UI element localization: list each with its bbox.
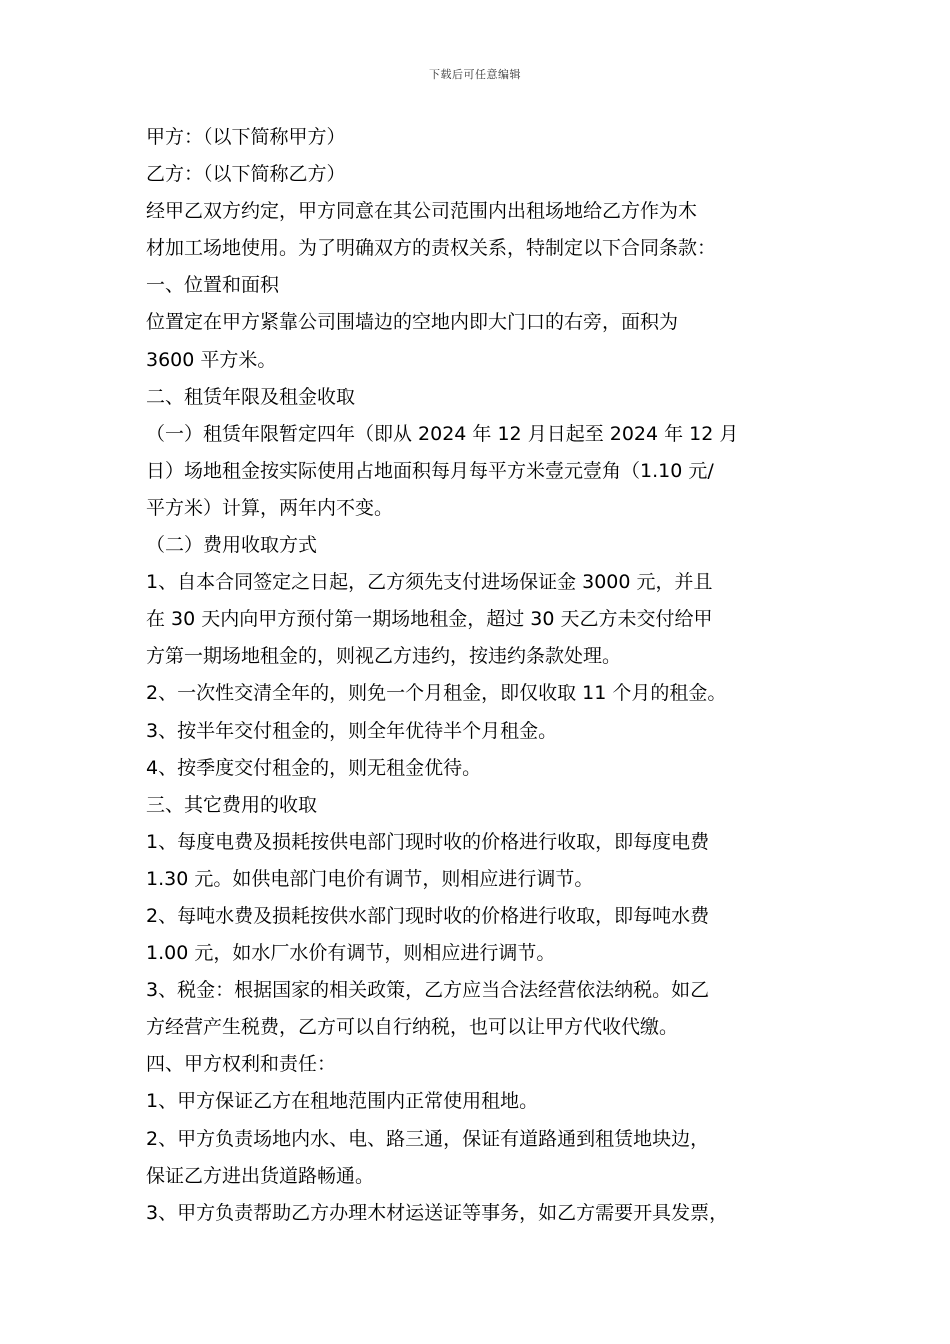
text-line: 2、甲方负责场地内水、电、路三通，保证有道路通到租赁地块边， <box>146 1127 710 1150</box>
text-line: 1.30 元。如供电部门电价有调节，则相应进行调节。 <box>146 867 594 890</box>
text-line: 方第一期场地租金的，则视乙方违约，按违约条款处理。 <box>146 645 622 668</box>
text-line: 经甲乙双方约定，甲方同意在其公司范围内出租场地给乙方作为木 <box>146 200 698 223</box>
contract-body <box>146 119 826 1232</box>
text-line: 材加工场地使用。为了明确双方的责权关系，特制定以下合同条款： <box>146 237 717 260</box>
section-heading: 二、租赁年限及租金收取 <box>146 385 356 408</box>
text-line: （一）租赁年限暂定四年（即从 2024 年 12 月日起至 2024 年 12 月 <box>146 422 739 445</box>
text-line: 3600 平方米。 <box>146 348 277 371</box>
text-line: 3、按半年交付租金的，则全年优待半个月租金。 <box>146 719 558 742</box>
text-line: 乙方：（以下简称乙方） <box>146 163 346 186</box>
text-line: 3、税金：根据国家的相关政策，乙方应当合法经营依法纳税。如乙 <box>146 979 710 1002</box>
text-line: 日）场地租金按实际使用占地面积每月每平方米壹元壹角（1.10 元/ <box>146 459 714 482</box>
text-line: 1、自本合同签定之日起，乙方须先支付进场保证金 3000 元，并且 <box>146 571 713 594</box>
text-line: 4、按季度交付租金的，则无租金优待。 <box>146 756 482 779</box>
section-heading: 四、甲方权利和责任： <box>146 1053 337 1076</box>
text-line: 在 30 天内向甲方预付第一期场地租金，超过 30 天乙方未交付给甲 <box>146 608 713 631</box>
text-line: 保证乙方进出货道路畅通。 <box>146 1164 375 1187</box>
text-line: 3、甲方负责帮助乙方办理木材运送证等事务，如乙方需要开具发票， <box>146 1201 729 1224</box>
page-header: 下载后可任意编辑 <box>429 68 521 81</box>
text-line: 位置定在甲方紧靠公司围墙边的空地内即大门口的右旁，面积为 <box>146 311 679 334</box>
subsection-heading: （二）费用收取方式 <box>146 534 318 557</box>
text-line: 方经营产生税费，乙方可以自行纳税，也可以让甲方代收代缴。 <box>146 1016 679 1039</box>
text-line: 2、一次性交清全年的，则免一个月租金，即仅收取 11 个月的租金。 <box>146 682 727 705</box>
text-line: 2、每吨水费及损耗按供水部门现时收的价格进行收取，即每吨水费 <box>146 904 710 927</box>
section-heading: 三、其它费用的收取 <box>146 793 318 816</box>
text-line: 1.00 元，如水厂水价有调节，则相应进行调节。 <box>146 942 556 965</box>
text-line: 甲方：（以下简称甲方） <box>146 126 346 148</box>
text-line: 1、每度电费及损耗按供电部门现时收的价格进行收取，即每度电费 <box>146 830 710 853</box>
text-line: 1、甲方保证乙方在租地范围内正常使用租地。 <box>146 1090 539 1113</box>
text-line: 平方米）计算，两年内不变。 <box>146 496 394 519</box>
section-heading: 一、位置和面积 <box>146 274 280 297</box>
